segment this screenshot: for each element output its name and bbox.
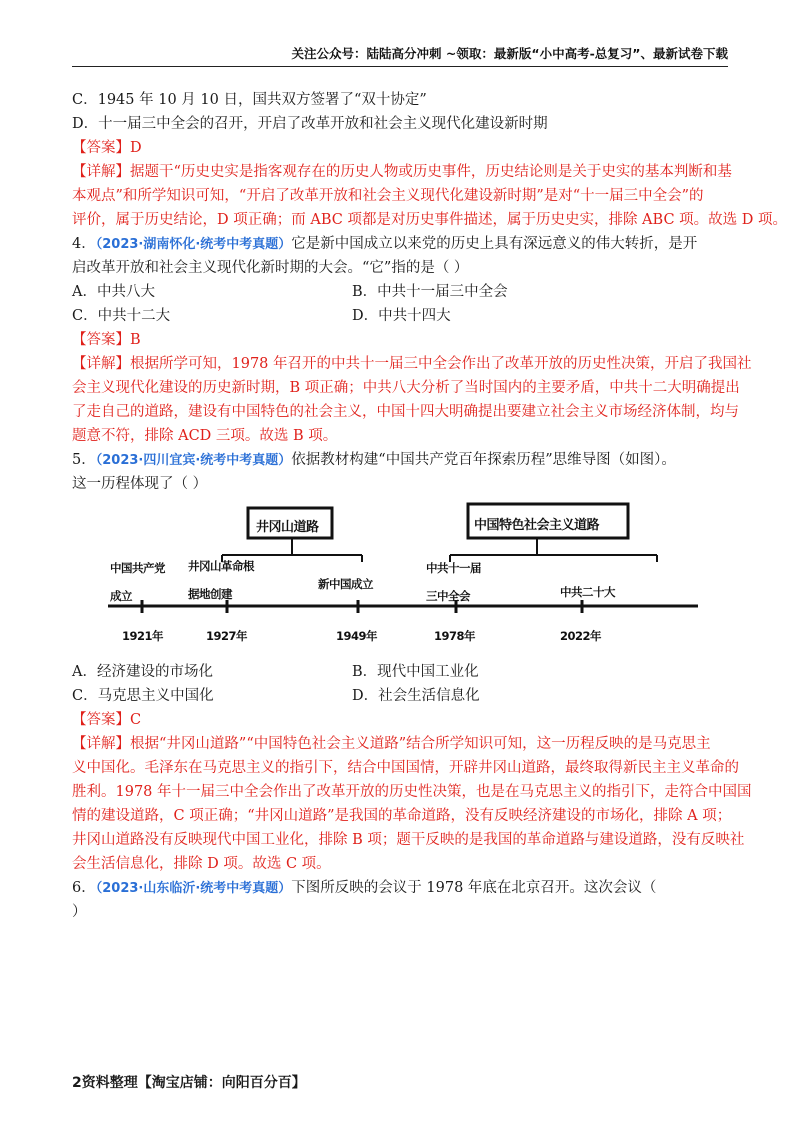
question-source: （2023·山东临沂·统考中考真题）: [95, 881, 292, 896]
q3-option-d: D．十一届三中全会的召开，开启了改革开放和社会主义现代化建设新时期: [72, 116, 548, 132]
year-label: 1978年: [434, 629, 476, 643]
q4-option-a: A．中共八大: [72, 284, 155, 300]
year-label: 2022年: [560, 629, 602, 643]
timeline-mind-map: [72, 500, 728, 658]
q5-option-b: B．现代中国工业化: [352, 664, 479, 680]
box-right-label: 中国特色社会主义道路: [474, 518, 600, 533]
q5-option-a: A．经济建设的市场化: [72, 664, 213, 680]
timeline-drawing: [72, 500, 728, 658]
q5-explain-line: 会生活信息化，排除 D 项。故选 C 项。: [72, 856, 331, 872]
q5-options-row: [72, 660, 728, 684]
event-label: 中国共产党: [110, 561, 165, 575]
q5-option-d: D．社会生活信息化: [352, 688, 480, 704]
q5-stem: [72, 448, 728, 472]
page-content: [72, 88, 787, 924]
answer-value: C: [130, 712, 142, 728]
q4-options-row: [72, 280, 728, 304]
question-number: 5．: [72, 452, 96, 468]
q3-option-c: C．1945 年 10 月 10 日，国共双方签署了“双十协定”: [72, 92, 427, 108]
page-header: 关注公众号：陆陆高分冲刺 ~领取：最新版“小中高考-总复习”、最新试卷下载: [291, 46, 728, 61]
box-left-label: 井冈山道路: [256, 520, 319, 535]
q4-explain-line: 了走自己的道路，建设有中国特色的社会主义，中国十四大明确提出要建立社会主义市场经济体制，均与: [72, 404, 739, 420]
q4-option-c: C．中共十二大: [72, 308, 171, 324]
event-label: 中共二十大: [560, 585, 615, 599]
q5-explain-line: 胜利。1978 年十一届三中全会作出了改革开放的历史性决策，也是在马克思主义的指引下，走符合中国国: [72, 784, 752, 800]
q4-explain-line: 【详解】根据所学可知，1978 年召开的中共十一届三中全会作出了改革开放的历史性决策，开启了我国社: [72, 356, 752, 372]
event-label: 新中国成立: [318, 577, 373, 591]
q4-explain-line: 会主义现代化建设的历史新时期，B 项正确；中共八大分析了当时国内的主要矛盾，中共十二大明确提出: [72, 380, 740, 396]
question-number: 6．: [72, 880, 96, 896]
q5-explain-line: 【详解】根据“井冈山道路”“中国特色社会主义道路”结合所学知识可知，这一历程反映的是马克思主: [72, 736, 711, 752]
q4-option-d: D．中共十四大: [352, 308, 451, 324]
q5-explain-line: 井冈山道路没有反映现代中国工业化，排除 B 项；题干反映的是我国的革命道路与建设道路，没有反映社: [72, 832, 745, 848]
question-text: 依据教材构建“中国共产党百年探索历程”思维导图（如图）。: [291, 452, 676, 468]
q4-stem-cont: 启改革开放和社会主义现代化新时期的大会。“它”指的是（ ）: [72, 260, 469, 276]
q5-explain-line: 义中国化。毛泽东在马克思主义的指引下，结合中国国情，开辟井冈山道路，最终取得新民主主义革命的: [72, 760, 739, 776]
q5-answer: [72, 708, 728, 732]
event-label: 成立: [110, 589, 132, 603]
header-divider: [72, 66, 728, 67]
event-label: 三中全会: [426, 589, 470, 603]
q5-option-c: C．马克思主义中国化: [72, 688, 214, 704]
q5-options-row: [72, 684, 728, 708]
year-label: 1927年: [206, 629, 248, 643]
answer-value: B: [130, 332, 141, 348]
event-label: 中共十一届: [426, 561, 481, 575]
question-source: （2023·湖南怀化·统考中考真题）: [95, 237, 292, 252]
q5-stem-cont: 这一历程体现了（ ）: [72, 476, 208, 492]
q3-explain-line: 【详解】据题干“历史史实是指客观存在的历史人物或历史事件，历史结论则是关于史实的基本判断和基: [72, 164, 732, 180]
year-label: 1921年: [122, 629, 164, 643]
question-text: 它是新中国成立以来党的历史上具有深远意义的伟大转折，是开: [291, 236, 698, 252]
q4-stem: [72, 232, 728, 256]
page-footer: 2资料整理【淘宝店铺：向阳百分百】: [72, 1075, 306, 1091]
q4-explain-line: 题意不符，排除 ACD 三项。故选 B 项。: [72, 428, 338, 444]
answer-label: 【答案】: [72, 332, 130, 348]
answer-label: 【答案】: [72, 140, 130, 156]
event-label: 据地创建: [188, 587, 232, 601]
q6-stem-cont: ）: [72, 904, 87, 920]
q3-answer: [72, 136, 728, 160]
question-text: 下图所反映的会议于 1978 年底在北京召开。这次会议（: [291, 880, 657, 896]
q4-option-b: B．中共十一届三中全会: [352, 284, 508, 300]
q3-explain-line: 本观点”和所学知识可知，“开启了改革开放和社会主义现代化建设新时期”是对“十一届三中全会”的: [72, 188, 704, 204]
q3-explain-line: 评价，属于历史结论，D 项正确；而 ABC 项都是对历史事件描述，属于历史史实，排除 ABC 项。故选 D 项。: [72, 212, 787, 228]
question-number: 4．: [72, 236, 96, 252]
year-label: 1949年: [336, 629, 378, 643]
q4-answer: [72, 328, 728, 352]
q6-stem: [72, 876, 728, 900]
q4-options-row: [72, 304, 728, 328]
q5-explain-line: 情的建设道路，C 项正确；“井冈山道路”是我国的革命道路，没有反映经济建设的市场化，排除 A 项；: [72, 808, 732, 824]
answer-value: D: [130, 140, 142, 156]
question-source: （2023·四川宜宾·统考中考真题）: [95, 453, 292, 468]
event-label: 井冈山革命根: [188, 559, 254, 573]
answer-label: 【答案】: [72, 712, 130, 728]
